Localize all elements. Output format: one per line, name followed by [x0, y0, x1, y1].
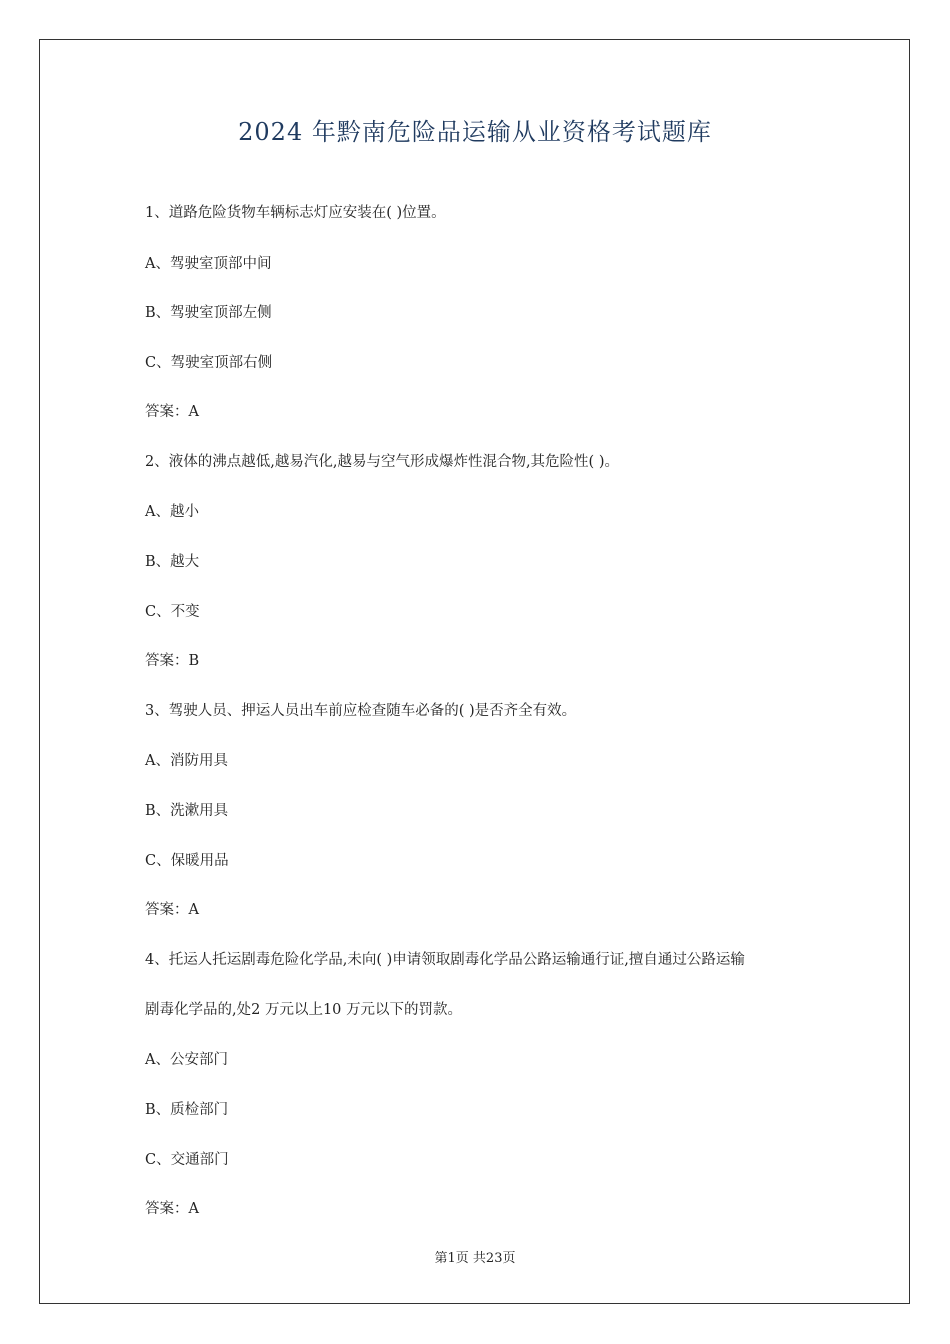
question-3-answer: 答案：A [145, 902, 199, 918]
question-3-option-a: A、消防用具 [145, 753, 228, 769]
question-1-option-c: C、驾驶室顶部右侧 [145, 355, 273, 371]
question-3-option-b: B、洗漱用具 [145, 803, 229, 819]
question-1-answer: 答案：A [145, 404, 199, 420]
question-4-option-a: A、公安部门 [145, 1052, 228, 1068]
question-4-text-line-1: 4、托运人托运剧毒危险化学品,未向( )申请领取剧毒化学品公路运输通行证,擅自通过公路运输 [145, 952, 745, 968]
question-1-option-a: A、驾驶室顶部中间 [145, 256, 272, 272]
question-4-answer: 答案：A [145, 1201, 199, 1217]
document-title: 2024 年黔南危险品运输从业资格考试题库 [238, 118, 712, 146]
question-2-option-a: A、越小 [145, 504, 199, 520]
question-1-option-b: B、驾驶室顶部左侧 [145, 305, 272, 321]
question-4-option-b: B、质检部门 [145, 1102, 229, 1118]
page-number-footer: 第1页 共23页 [434, 1251, 516, 1266]
question-2-text: 2、液体的沸点越低,越易汽化,越易与空气形成爆炸性混合物,其危险性( )。 [145, 454, 619, 470]
question-2-option-c: C、不变 [145, 604, 200, 620]
question-4-text-line-2: 剧毒化学品的,处2 万元以上10 万元以下的罚款。 [145, 1002, 463, 1018]
question-2-option-b: B、越大 [145, 554, 200, 570]
question-2-answer: 答案：B [145, 653, 200, 669]
question-1-text: 1、道路危险货物车辆标志灯应安装在( )位置。 [145, 205, 446, 221]
question-4-option-c: C、交通部门 [145, 1152, 229, 1168]
question-3-text: 3、驾驶人员、押运人员出车前应检查随车必备的( )是否齐全有效。 [145, 703, 577, 719]
question-3-option-c: C、保暖用品 [145, 853, 229, 869]
